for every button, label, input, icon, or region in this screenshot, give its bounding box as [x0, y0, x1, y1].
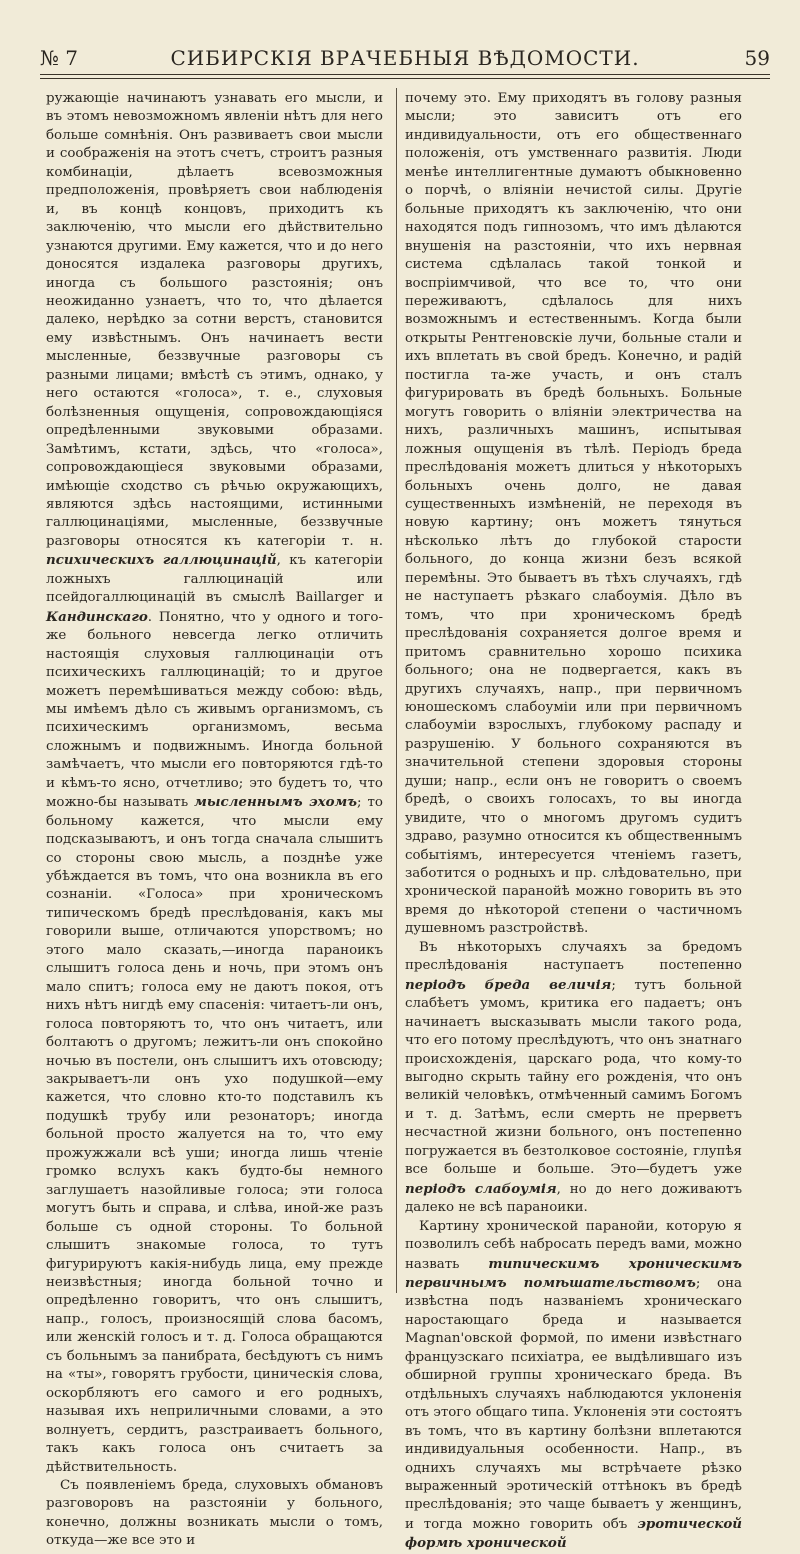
- paragraph: Съ появленіемъ бреда, слуховыхъ обмановъ разговоровъ на разстояніи у больного, конечно, должны возникать мысли о томъ, откуда—же все это и: [46, 1477, 383, 1549]
- emphasis: періодъ бреда величія: [405, 976, 612, 993]
- emphasis: Кандинскаго: [46, 608, 148, 625]
- paragraph: Въ нѣкоторыхъ случаяхъ за бредомъ преслѣдованія наступаетъ постепенно періодъ бреда величія; тутъ больной слабѣетъ умомъ, критика его падаетъ; онъ начинаетъ высказывать мысли такого рода, что его потому преслѣдуютъ, что онъ знатнаго происхожденія, царскаго рода, что кому-то выгодно скрыть тайну его рожденія, что онъ великій человѣкъ, отмѣченный самимъ Богомъ и т. д. Затѣмъ, если смерть не прерветъ несчастной жизни больного, онъ постепенно погружается въ безтолковое состояніе, глупѣя все больше и больше. Это—будетъ уже періодъ слабоумія, но до него доживаютъ далеко не всѣ параноики.: [405, 939, 743, 1216]
- page-header: [40, 40, 770, 74]
- emphasis: эротической формѣ хронической: [405, 1515, 742, 1552]
- left-column: [46, 90, 384, 1549]
- paragraph: почему это. Ему приходятъ въ голову разныя мысли; это зависитъ отъ его индивидуальности, отъ его общественнаго положенія, отъ умственнаго развитія. Люди менѣе интеллигентные думаютъ обыкновенно о порчѣ, о вліяніи нечистой силы. Другіе больные приходятъ къ заключенію, что они находятся подъ гипнозомъ, что имъ дѣлаются внушенія на разстояніи, что ихъ нервная система сдѣлалась такой тонкой и воспріимчивой, что все то, что они переживаютъ, сдѣлалось для нихъ возможнымъ и естественнымъ. Когда были открыты Рентгеновскіе лучи, больные стали и ихъ вплетать въ свой бредъ. Конечно, и радій постигла та-же участь, и онъ сталъ фигурировать въ бредѣ больныхъ. Больные могутъ говорить о вліяніи электричества на нихъ, различныхъ машинъ, испытывая ложныя ощущенія въ тѣлѣ. Періодъ бреда преслѣдованія можетъ длиться у нѣкоторыхъ больныхъ очень долго, не давая существенныхъ измѣненій, не переходя въ новую картину; онъ можетъ тянуться нѣсколько лѣтъ до глубокой старости больного, до конца жизни безъ всякой перемѣны. Это бываетъ въ тѣхъ случаяхъ, гдѣ не наступаетъ рѣзкаго слабоумія. Дѣло въ томъ, что при хроническомъ бредѣ преслѣдованія сохраняется долгое время и притомъ сравнительно хорошо психика больного; она не подвергается, какъ въ другихъ случаяхъ, напр., при первичномъ юношескомъ слабоуміи или при первичномъ слабоуміи взрослыхъ, глубокому распаду и разрушенію. У больного сохраняются въ значительной степени здоровыя стороны души; напр., если онъ не говоритъ о своемъ бредѣ, о своихъ голосахъ, то вы иногда увидите, что о многомъ другомъ судитъ здраво, разумно относится къ общественнымъ событіямъ, интересуется чтеніемъ газетъ, заботится о родныхъ и пр. слѣдовательно, при хронической паранойѣ можно говорить въ это время до нѣкоторой степени о частичномъ душевномъ разстройствѣ.: [405, 91, 742, 937]
- right-column: [405, 90, 743, 1552]
- header-rule-bottom: [40, 78, 770, 79]
- emphasis: періодъ слабоумія: [405, 1180, 557, 1197]
- header-rule-top: [40, 74, 770, 75]
- paragraph: ружающіе начинаютъ узнавать его мысли, и въ этомъ невозможномъ явленіи нѣтъ для него больше сомнѣнія. Онъ развиваетъ свои мысли и соображенія на этотъ счетъ, строитъ разныя комбинаціи, дѣлаетъ всевозможныя предположенія, провѣряетъ свои наблюденія и, въ концѣ концовъ, приходитъ къ заключенію, что мысли его дѣйствительно узнаются другими. Ему кажется, что и до него доносятся издалека разговоры другихъ, иногда съ большого разстоянія; онъ неожиданно узнаетъ, что то, что дѣлается далеко, нерѣдко за сотни верстъ, становится ему извѣстнымъ. Онъ начинаетъ вести мысленные, беззвучные разговоры съ разными лицами; вмѣстѣ съ этимъ, однако, у него остаются «голоса», т. е., слуховыя болѣзненныя ощущенія, сопровождающіяся опредѣленными звуковыми образами. Замѣтимъ, кстати, здѣсь, что «голоса», сопровождающіеся звуковыми образами, имѣющіе сходство съ рѣчью окружающихъ, являются здѣсь настоящими, истинными галлюцинаціями, мысленные, беззвучные разговоры относятся къ категоріи т. н. психическихъ галлюцинацій, къ категоріи ложныхъ галлюцинацій или псейдогаллюцинацій въ смыслѣ Baillarger и Кандинскаго. Понятно, что у одного и того-же больного невсегда легко отличить настоящія слуховыя галлюцинаціи отъ психическихъ галлюцинацій; то и другое можетъ перемѣшиваться между собою: вѣдь, мы имѣемъ дѣло съ живымъ организмомъ, съ психическимъ организмомъ, весьма сложнымъ и подвижнымъ. Иногда больной замѣчаетъ, что мысли его повторяются гдѣ-то и кѣмъ-то ясно, отчетливо; это будетъ то, что можно-бы называть мысленнымъ эхомъ; то больному кажется, что мысли ему подсказываютъ, и онъ тогда сначала слышитъ со стороны свою мысль, а позднѣе уже убѣждается въ томъ, что она возникла въ его сознаніи. «Голоса» при хроническомъ типическомъ бредѣ преслѣдованія, какъ мы говорили выше, отличаются упорствомъ; но этого мало сказать,—иногда параноикъ слышитъ голоса день и ночь, при этомъ онъ мало спитъ; голоса ему не даютъ покоя, отъ нихъ нѣтъ нигдѣ ему спасенія: читаетъ-ли онъ, голоса повторяютъ то, что онъ читаетъ, или болтаютъ о другомъ; лежитъ-ли онъ спокойно ночью въ постели, онъ слышитъ ихъ отовсюду; закрываетъ-ли онъ ухо подушкой—ему кажется, что словно кто-то подставилъ къ подушкѣ трубу или резонаторъ; иногда больной просто жалуется на то, что ему прожужжали всѣ уши; иногда лишь чтеніе громко вслухъ какъ будто-бы немного заглушаетъ назойливые голоса; эти голоса могутъ быть и справа, и слѣва, иной-же разъ больше съ одной стороны. То больной слышитъ знакомые голоса, то тутъ фигурируютъ какія-нибудь лица, ему прежде неизвѣстныя; иногда больной точно и опредѣленно говоритъ, что онъ слышитъ, напр., голосъ, произносящій слова басомъ, или женскій голосъ и т. д. Голоса обращаются съ больнымъ за панибрата, бесѣдуютъ съ нимъ на «ты», говорятъ грубости, циническія слова, оскорбляютъ его самого и его родныхъ, называя ихъ неприличными словами, а это волнуетъ, сердитъ, разстраиваетъ больного, такъ какъ голоса онъ считаетъ за дѣйствительность.: [46, 91, 384, 1475]
- emphasis: психическихъ галлюцинацій: [46, 552, 277, 569]
- page-number: 59: [744, 46, 770, 70]
- issue-number: № 7: [40, 46, 79, 70]
- emphasis: типическимъ хроническимъ первичнымъ помѣшательствомъ: [405, 1255, 742, 1291]
- paragraph: Картину хронической паранойи, которую я позволилъ себѣ набросать передъ вами, можно назвать типическимъ хроническимъ первичнымъ помѣшательствомъ; она извѣстна подъ названіемъ хроническаго наростающаго бреда и называется Magnan'овской формой, по имени извѣстнаго французскаго психіатра, ее выдѣлившаго изъ обширной группы хроническаго бреда. Въ отдѣльныхъ случаяхъ наблюдаются уклоненія отъ этого общаго типа. Уклоненія эти состоятъ въ томъ, что въ картину болѣзни вплетаются индивидуальныя особенности. Напр., въ однихъ случаяхъ мы встрѣчаете рѣзко выраженный эротическій оттѣнокъ въ бредѣ преслѣдованія; это чаще бываетъ у женщинъ, и тогда можно говорить объ эротической формѣ хронической: [405, 1218, 742, 1552]
- column-divider: [396, 88, 397, 1293]
- emphasis: мысленнымъ эхомъ: [194, 794, 357, 811]
- journal-title: СИБИРСКІЯ ВРАЧЕБНЫЯ ВѢДОМОСТИ.: [170, 46, 640, 70]
